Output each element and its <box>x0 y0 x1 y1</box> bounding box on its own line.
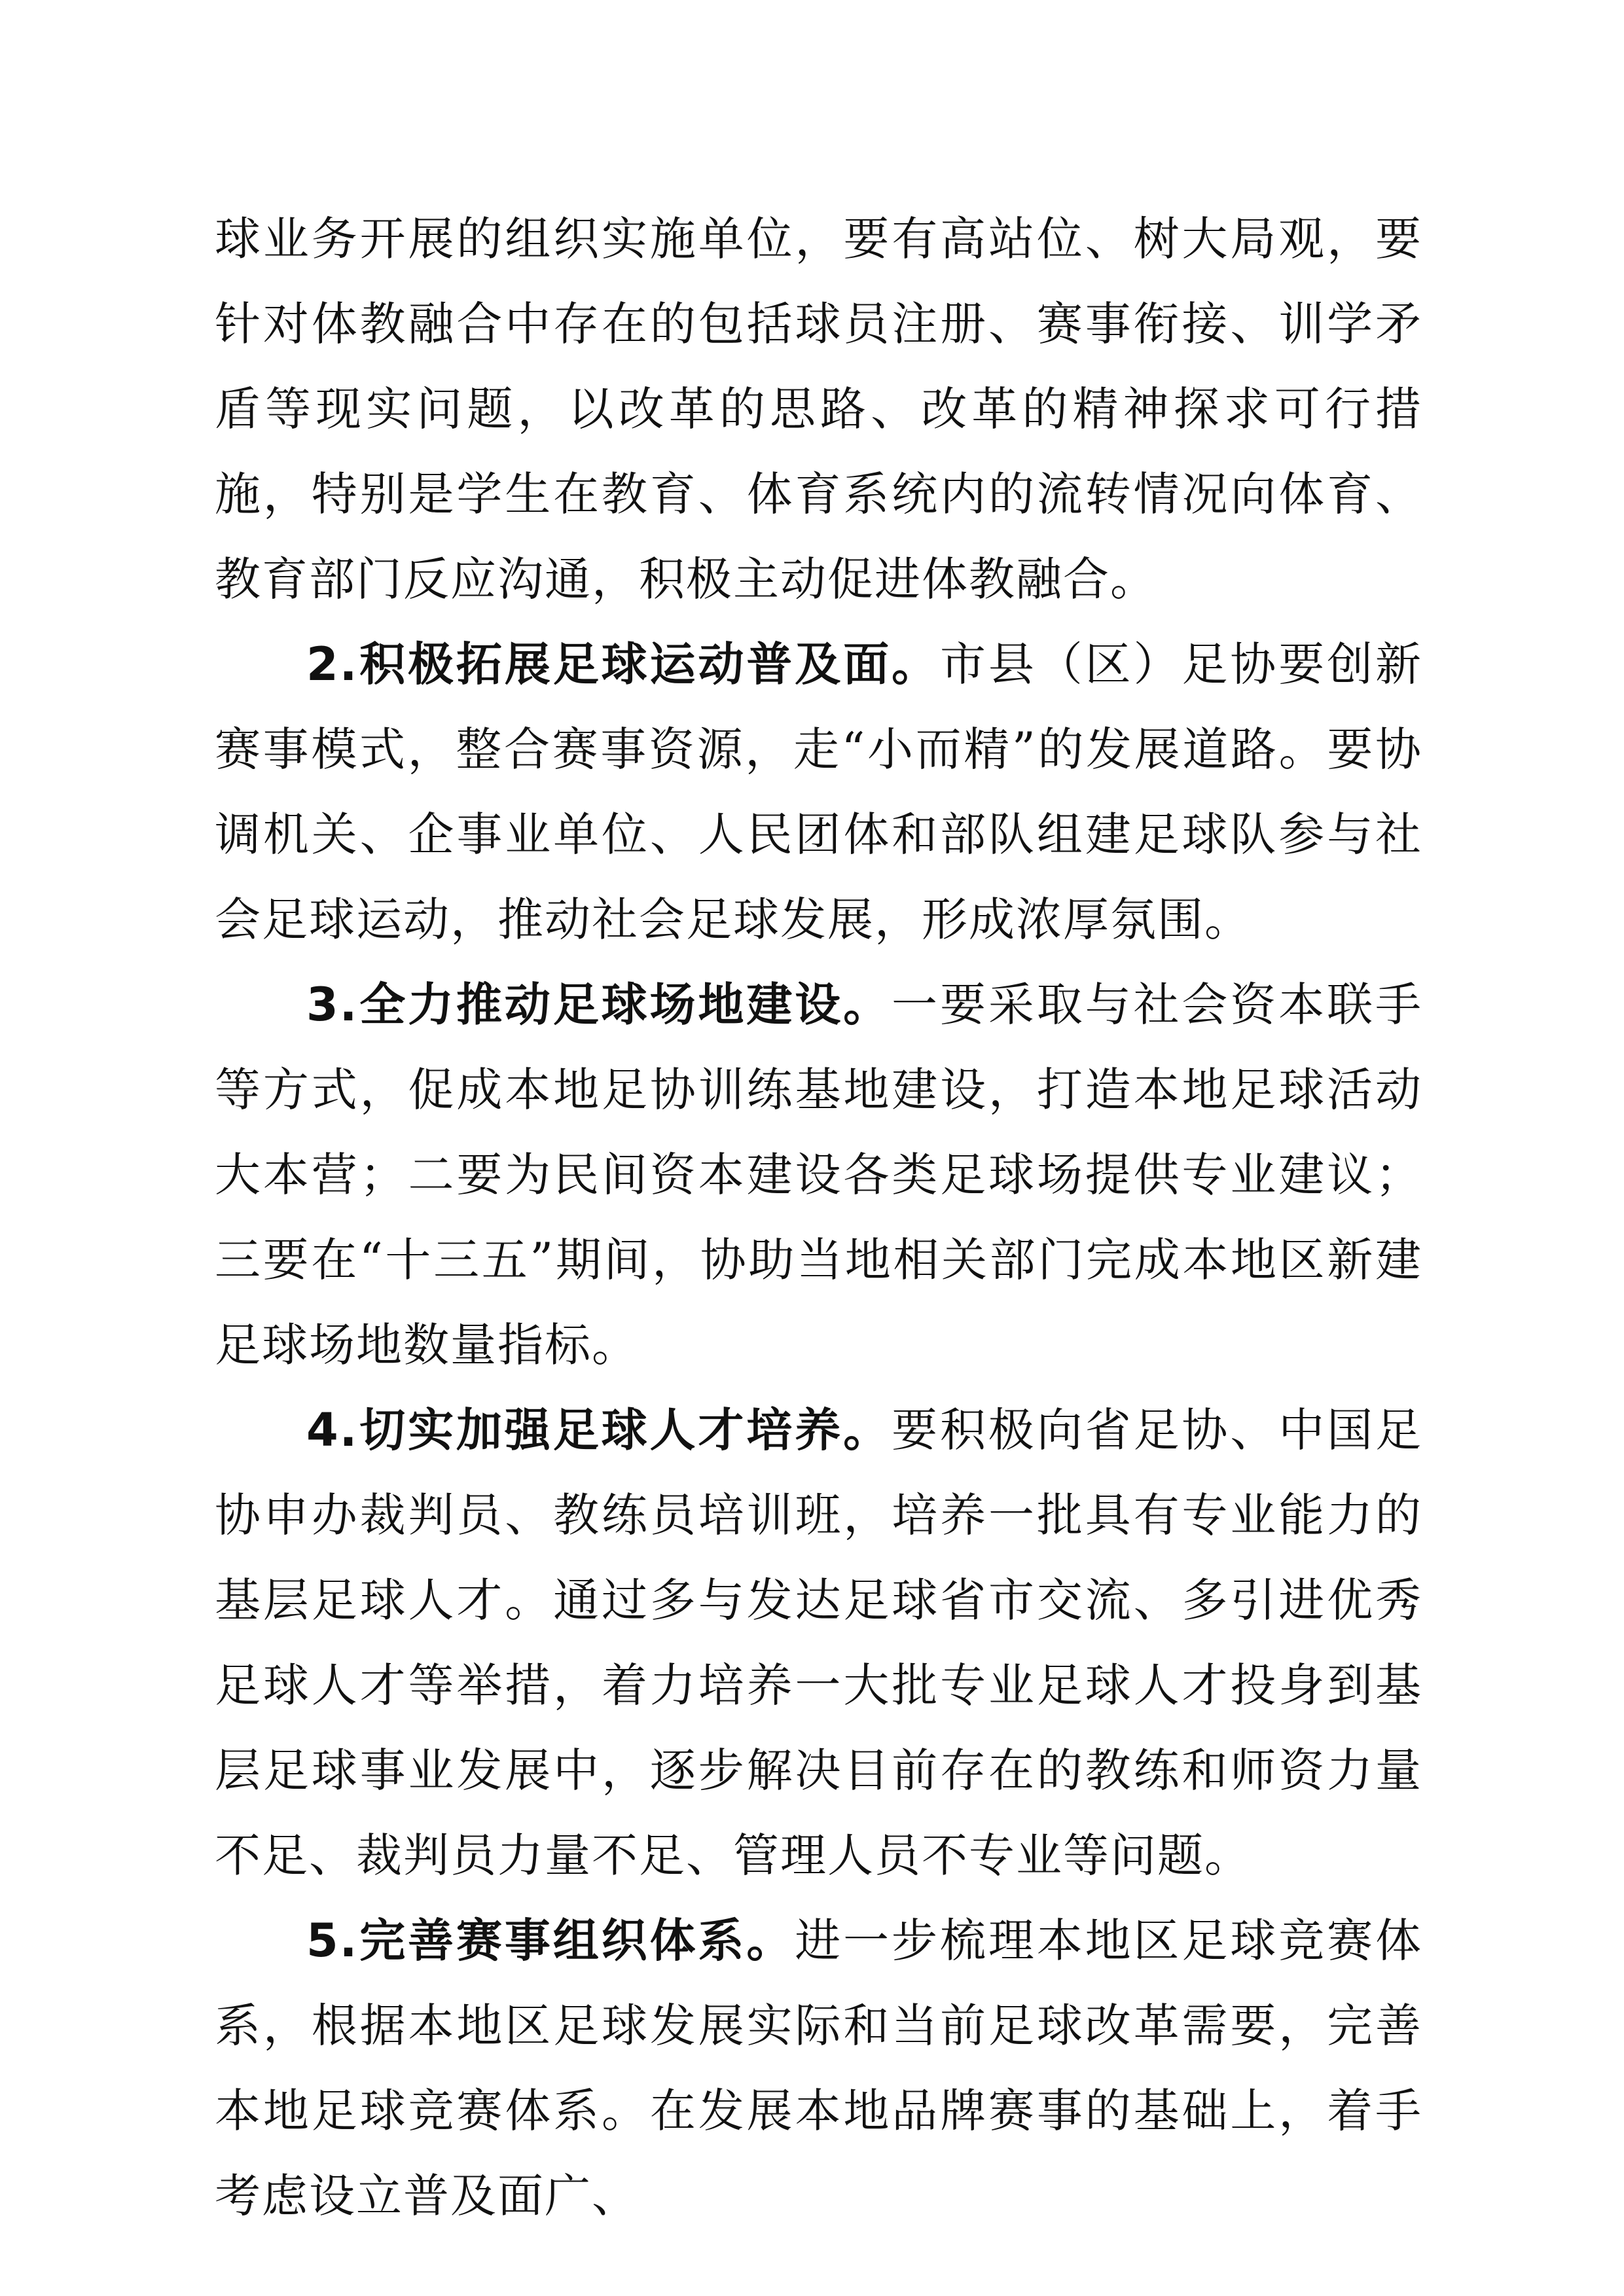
paragraph-2-heading: 2.积极拓展足球运动普及面。 <box>306 637 940 691</box>
paragraph-5-heading: 5.完善赛事组织体系。 <box>306 1914 795 1967</box>
paragraph-5 <box>215 1898 1422 2238</box>
paragraph-3-heading: 3.全力推动足球场地建设。 <box>306 978 892 1031</box>
paragraph-4-text: 要积极向省足协、中国足协申办裁判员、教练员培训班，培养一批具有专业能力的基层足球人才。通过多与发达足球省市交流、多引进优秀足球人才等举措，着力培养一大批专业足球人才投身到基层足球事业发展中，逐步解决目前存在的教练和师资力量不足、裁判员力量不足、管理人员不专业等问题。 <box>215 1403 1422 1882</box>
paragraph-1 <box>215 196 1422 622</box>
paragraph-3-text: 一要采取与社会资本联手等方式，促成本地足协训练基地建设，打造本地足球活动大本营；二要为民间资本建设各类足球场提供专业建议；三要在“十三五”期间，协助当地相关部门完成本地区新建足球场地数量指标。 <box>215 978 1422 1372</box>
paragraph-1-text: 球业务开展的组织实施单位，要有高站位、树大局观，要针对体教融合中存在的包括球员注册、赛事衔接、训学矛盾等现实问题，以改革的思路、改革的精神探求可行措施，特别是学生在教育、体育系统内的流转情况向体育、教育部门反应沟通，积极主动促进体教融合。 <box>215 212 1422 606</box>
paragraph-2 <box>215 622 1422 962</box>
paragraph-4-heading: 4.切实加强足球人才培养。 <box>306 1403 892 1457</box>
paragraph-3 <box>215 962 1422 1388</box>
document-page <box>215 196 1422 2238</box>
paragraph-4 <box>215 1388 1422 1898</box>
paragraph-2-text: 市县（区）足协要创新赛事模式，整合赛事资源，走“小而精”的发展道路。要协调机关、企事业单位、人民团体和部队组建足球队参与社会足球运动，推动社会足球发展，形成浓厚氛围。 <box>215 637 1422 946</box>
paragraph-5-text: 进一步梳理本地区足球竞赛体系，根据本地区足球发展实际和当前足球改革需要，完善本地足球竞赛体系。在发展本地品牌赛事的基础上，着手考虑设立普及面广、 <box>215 1914 1422 2223</box>
